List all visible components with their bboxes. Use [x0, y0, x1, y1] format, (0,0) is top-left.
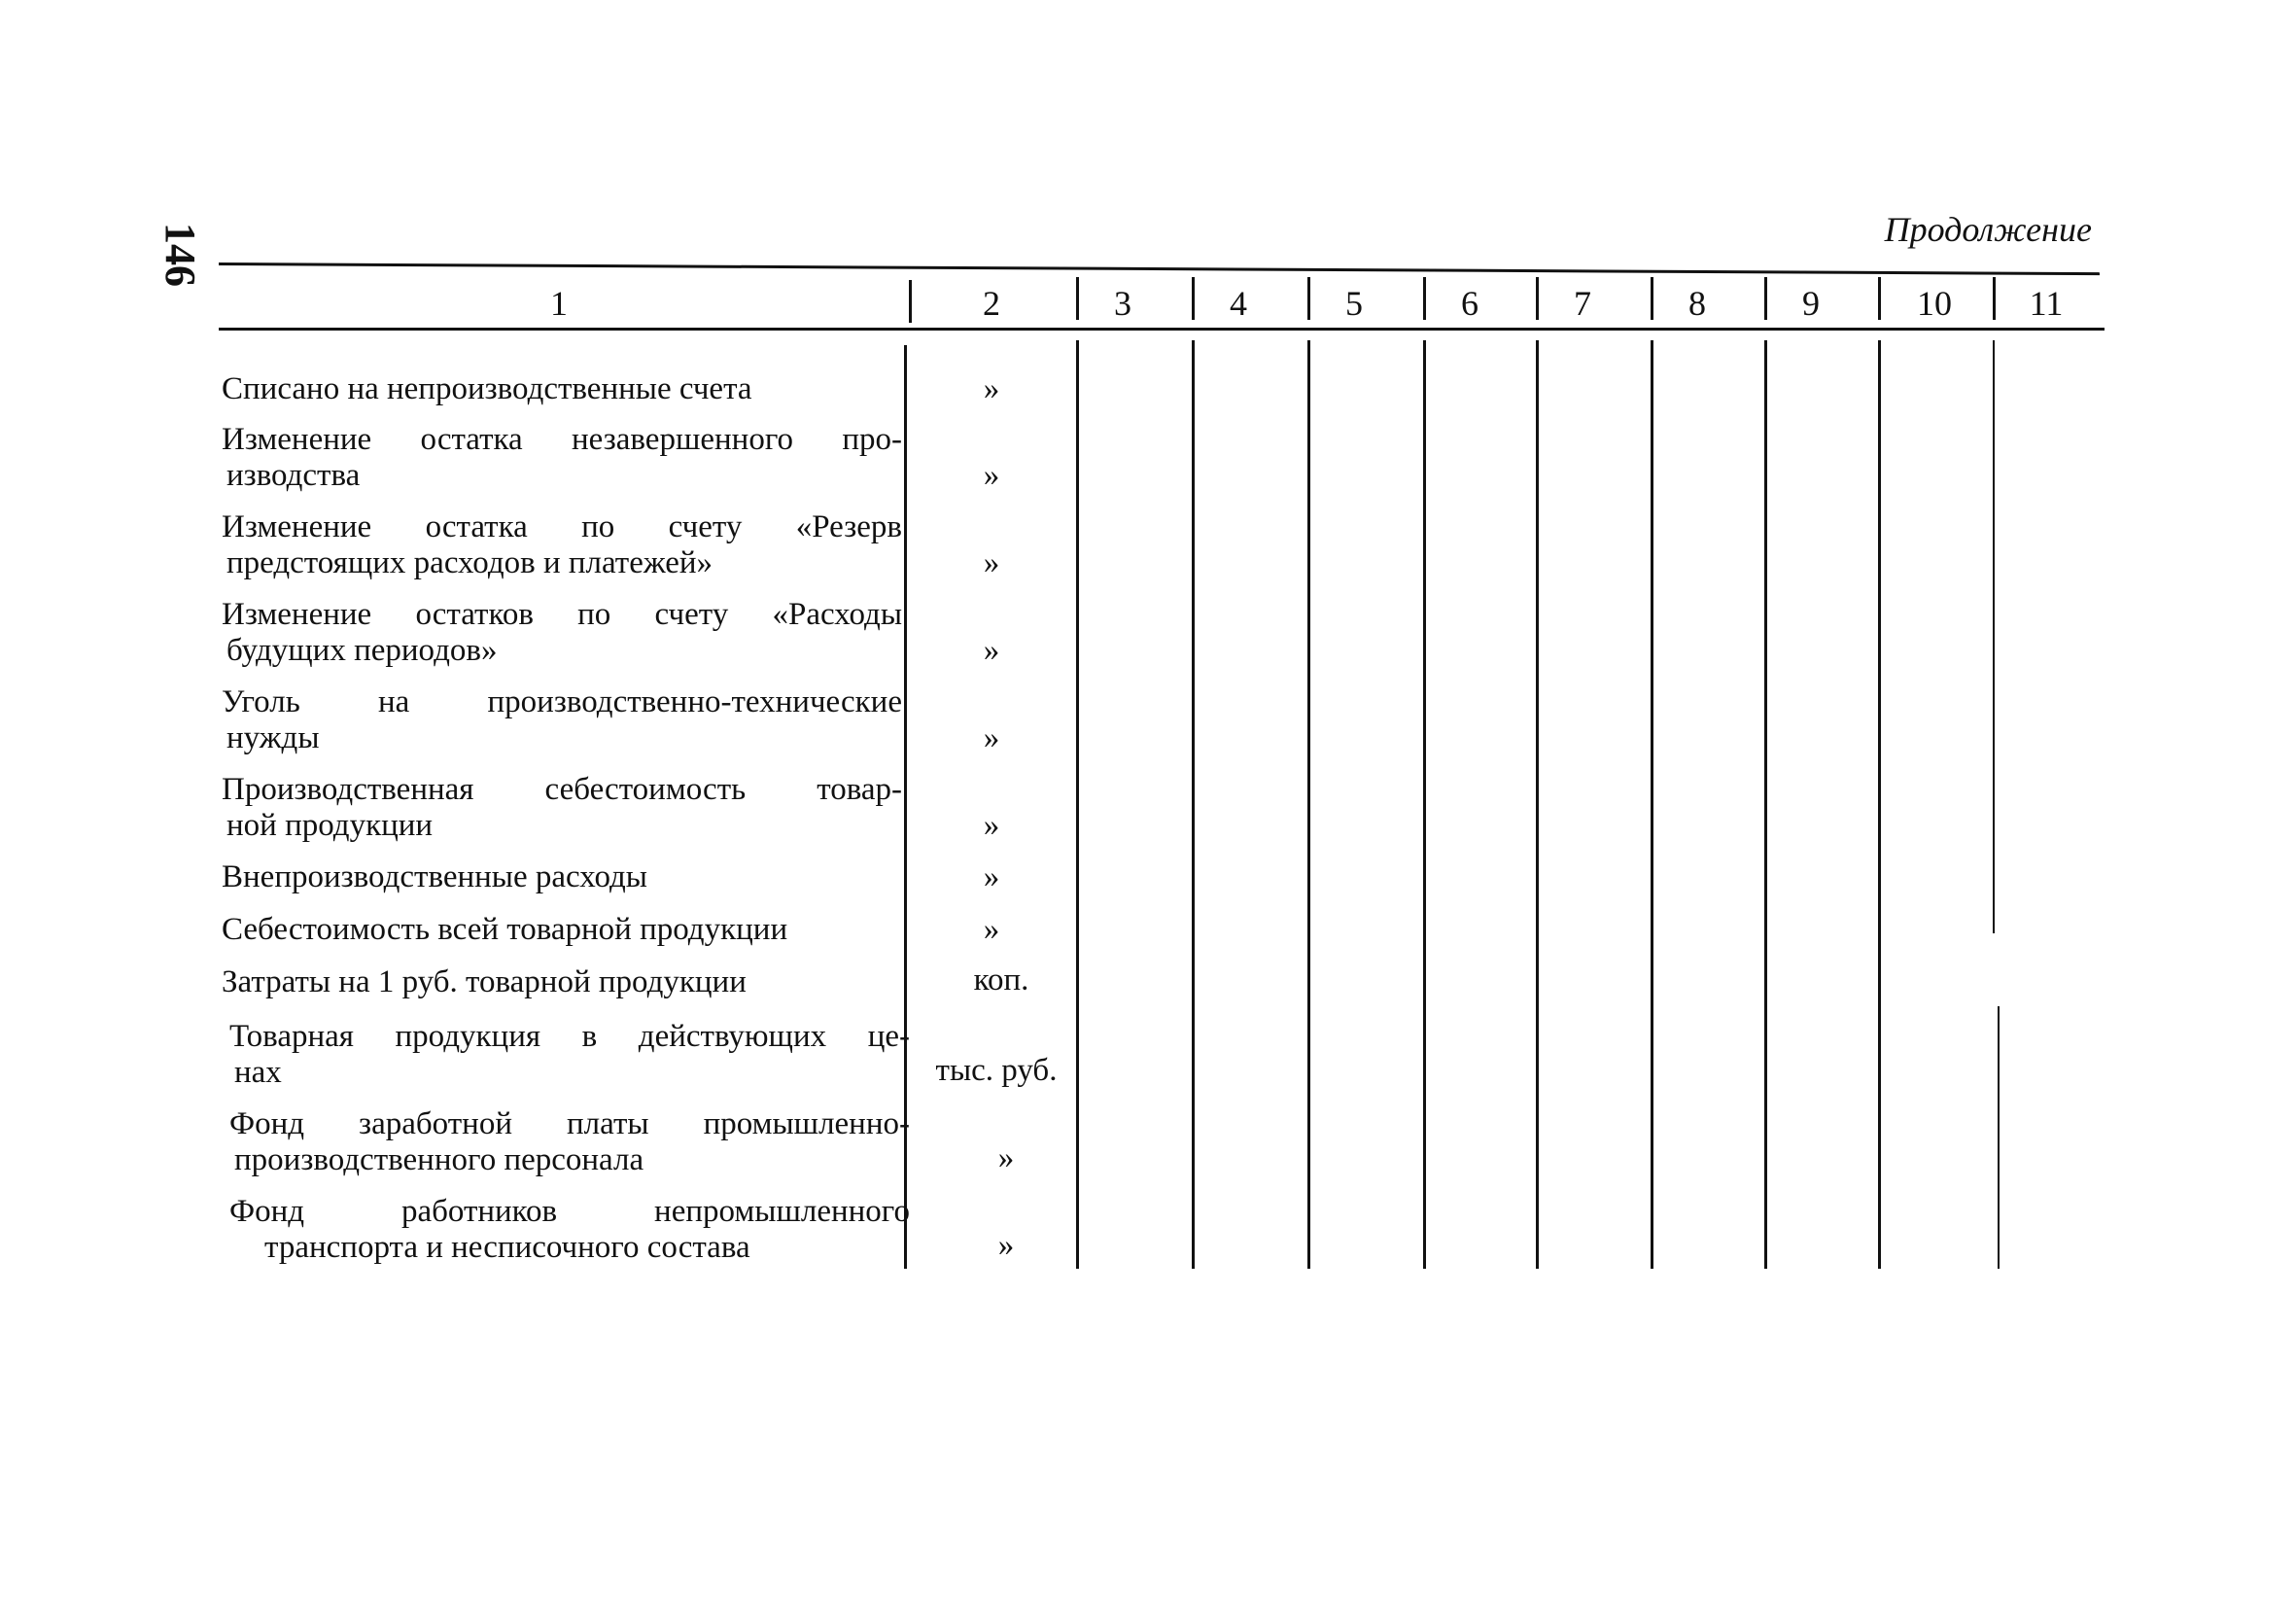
column-line [1192, 340, 1195, 1269]
row-name [222, 964, 902, 1000]
row-unit: » [983, 808, 1000, 843]
row-name-line: Изменение остатка по счету «Резерв [222, 509, 902, 544]
row-name [222, 772, 902, 844]
row-unit: » [983, 912, 1000, 947]
row-unit: » [997, 1228, 1015, 1263]
column-line [1651, 340, 1653, 1269]
row-name-line: будущих периодов» [226, 633, 498, 668]
row-name-line: изводства [226, 458, 361, 493]
row-name-line: Себестоимость всей товарной продукции [222, 912, 788, 947]
row-name-line: Внепроизводственные расходы [222, 859, 647, 894]
column-line [1307, 340, 1310, 1269]
column-number: 8 [1688, 284, 1706, 323]
row-name-line: производственного персонала [234, 1142, 644, 1177]
column-line [1076, 340, 1079, 1269]
row-name [222, 597, 902, 669]
column-number: 7 [1574, 284, 1591, 323]
row-unit: » [983, 633, 1000, 668]
column-number: 5 [1345, 284, 1363, 323]
row-unit: » [983, 859, 1000, 894]
table-top-rule [219, 262, 2100, 275]
row-name [229, 1106, 910, 1178]
row-unit: » [983, 545, 1000, 580]
header-separator [909, 280, 912, 323]
column-line [1878, 340, 1881, 1269]
row-name [222, 859, 902, 895]
row-name [229, 1019, 910, 1091]
row-name-line: нужды [226, 720, 320, 755]
row-name-line: ной продукции [226, 808, 434, 843]
column-number: 10 [1917, 284, 1952, 323]
row-name-line: Фонд заработной платы промышленно- [229, 1106, 910, 1141]
row-name [222, 422, 902, 494]
column-line [1423, 340, 1426, 1269]
row-name-line: Изменение остатков по счету «Расходы [222, 597, 902, 632]
row-unit: тыс. руб. [935, 1053, 1058, 1088]
row-unit: » [997, 1140, 1015, 1175]
column-line [1993, 340, 1995, 933]
row-unit: коп. [973, 962, 1029, 998]
page-number: 146 [157, 223, 204, 287]
row-name-line: нах [234, 1055, 282, 1090]
row-name-line: Уголь на производственно-технические [222, 684, 902, 719]
column-number: 6 [1461, 284, 1478, 323]
header-separator [1878, 277, 1881, 320]
row-name-line: Товарная продукция в действующих це- [229, 1019, 910, 1054]
row-unit: » [983, 720, 1000, 755]
column-line [1998, 1006, 2000, 1269]
row-name-line: транспорта и несписочного состава [264, 1230, 750, 1265]
column-number: 2 [983, 284, 1000, 323]
header-separator [1993, 277, 1996, 320]
column-number: 4 [1230, 284, 1247, 323]
column-line [1536, 340, 1539, 1269]
table-header-rule [219, 328, 2105, 331]
row-name-line: Списано на непроизводственные счета [222, 371, 752, 406]
row-name [222, 912, 902, 948]
row-name [222, 371, 902, 407]
row-name-line: предстоящих расходов и платежей» [226, 545, 713, 580]
column-number: 9 [1802, 284, 1820, 323]
row-name [222, 684, 902, 756]
column-line [1764, 340, 1767, 1269]
column-number: 1 [550, 284, 568, 323]
column-number: 11 [2029, 284, 2064, 323]
row-name-line: Производственная себестоимость товар- [222, 772, 902, 807]
continuation-label: Продолжение [1884, 210, 2092, 249]
column-number: 3 [1114, 284, 1131, 323]
row-name-line: Изменение остатка незавершенного про- [222, 422, 902, 457]
row-name-line: Фонд работников непромышленного [229, 1194, 910, 1229]
row-name [229, 1194, 910, 1266]
row-name [222, 509, 902, 581]
row-name-line: Затраты на 1 руб. товарной продукции [222, 964, 747, 999]
row-unit: » [983, 371, 1000, 406]
row-unit: » [983, 458, 1000, 493]
